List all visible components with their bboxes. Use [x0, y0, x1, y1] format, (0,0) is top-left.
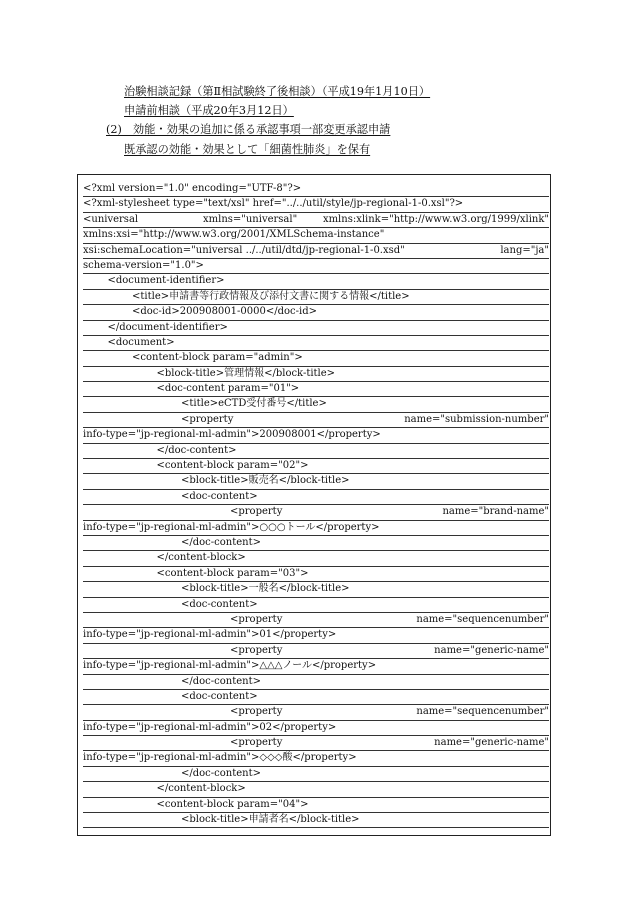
- code-line-text: </doc-content>: [181, 536, 261, 548]
- code-line-text: <property: [230, 706, 283, 718]
- xml-code-listing: [83, 182, 549, 828]
- code-line: [83, 474, 549, 489]
- code-line-text: <content-block param="04">: [156, 798, 309, 810]
- code-line-right-text: name="generic-name": [434, 644, 549, 656]
- code-line-text: <property: [230, 737, 283, 749]
- code-line-right-text: name="sequencenumber": [416, 613, 549, 625]
- code-line: [83, 798, 549, 813]
- code-line: [83, 551, 549, 566]
- code-line: [83, 305, 549, 320]
- code-line: [83, 290, 549, 305]
- code-line-text: <content-block param="admin">: [132, 352, 303, 364]
- code-line-text: <doc-content>: [181, 490, 258, 502]
- code-line: [83, 197, 549, 212]
- pre-application-consultation-line: 申請前相談（平成20年3月12日）: [124, 104, 294, 117]
- code-line-text: <?xml-stylesheet type="text/xsl" href="../../util/style/jp-regional-1-0.xsl"?>: [83, 198, 464, 210]
- code-line: [83, 459, 549, 474]
- code-line: [83, 213, 549, 228]
- code-line-text: <block-title>申請者名</block-title>: [181, 814, 360, 826]
- code-line-text: info-type="jp-regional-ml-admin">○○○トール</property>: [83, 521, 380, 533]
- code-line: [83, 598, 549, 613]
- code-line: [83, 690, 549, 705]
- code-line: [83, 751, 549, 766]
- approved-indication-line: 既承認の効能・効果として「細菌性肺炎」を保有: [124, 143, 371, 156]
- code-line-text: <universal: [83, 213, 139, 225]
- code-line: [83, 659, 549, 674]
- code-line-text: <property: [230, 613, 283, 625]
- code-line: [83, 521, 549, 536]
- code-line-text: <block-title>管理情報</block-title>: [156, 367, 336, 379]
- code-line-text: <property: [230, 506, 283, 518]
- code-line-text: <title>eCTD受付番号</title>: [181, 398, 327, 410]
- code-line: [83, 336, 549, 351]
- code-line-right-text: name="submission-number": [404, 413, 549, 425]
- code-line: [83, 767, 549, 782]
- code-line: [83, 582, 549, 597]
- code-line: [83, 721, 549, 736]
- code-line-right-text: name="generic-name": [434, 737, 549, 749]
- code-line: [83, 182, 549, 197]
- code-line: [83, 321, 549, 336]
- code-line: [83, 444, 549, 459]
- code-line: [83, 367, 549, 382]
- code-line: [83, 628, 549, 643]
- code-line: [83, 274, 549, 289]
- code-line: [83, 782, 549, 797]
- code-line: [83, 428, 549, 443]
- code-line-text: <title>申請書等行政情報及び添付文書に関する情報</title>: [132, 290, 410, 302]
- code-line-text: xmlns:xsi="http://www.w3.org/2001/XMLSchema-instance": [83, 229, 385, 241]
- code-line-text: info-type="jp-regional-ml-admin">02</property>: [83, 721, 337, 733]
- code-line: [83, 490, 549, 505]
- code-line: [83, 351, 549, 366]
- code-line: [83, 675, 549, 690]
- code-line: [83, 736, 549, 751]
- code-line: [83, 244, 549, 259]
- code-line-text: info-type="jp-regional-ml-admin">200908001</property>: [83, 429, 381, 441]
- code-line-right-text: name="brand-name": [442, 506, 549, 518]
- code-line-right-text: name="sequencenumber": [416, 706, 549, 718]
- code-line-text: <block-title>一般名</block-title>: [181, 583, 350, 595]
- code-line: [83, 567, 549, 582]
- code-line-text: info-type="jp-regional-ml-admin">△△△ノール</property>: [83, 660, 377, 672]
- code-line-text: </doc-content>: [156, 444, 237, 456]
- code-line-text: <block-title>販売名</block-title>: [181, 475, 350, 487]
- code-line-text: <property: [230, 644, 283, 656]
- code-line-text: </content-block>: [156, 783, 246, 795]
- section-heading-line: (2) 効能・効果の追加に係る承認事項一部変更承認申請: [106, 123, 391, 136]
- code-line-text: <document-identifier>: [107, 275, 225, 287]
- code-line-right-text: lang="ja": [500, 244, 549, 256]
- code-line-text: <?xml version="1.0" encoding="UTF-8"?>: [83, 183, 302, 194]
- code-line: [83, 613, 549, 628]
- consultation-record-line: 治験相談記録（第Ⅱ相試験終了後相談）（平成19年1月10日）: [124, 85, 431, 98]
- code-line-text: info-type="jp-regional-ml-admin">01</property>: [83, 629, 337, 641]
- code-line: [83, 228, 549, 243]
- code-line: [83, 382, 549, 397]
- code-line-text: <content-block param="03">: [156, 567, 309, 579]
- xml-code-box: [77, 174, 551, 836]
- code-line-text: <doc-id>200908001-0000</doc-id>: [132, 306, 317, 318]
- code-line-text: <doc-content param="01">: [156, 383, 300, 395]
- code-line: [83, 705, 549, 720]
- code-line-text: <doc-content>: [181, 598, 258, 610]
- code-line-text: </document-identifier>: [107, 321, 228, 333]
- code-line: [83, 505, 549, 520]
- code-line: [83, 644, 549, 659]
- code-line-text: <document>: [107, 336, 175, 348]
- code-line: [83, 259, 549, 274]
- code-line: [83, 813, 549, 828]
- code-line-text: <content-block param="02">: [156, 460, 309, 472]
- code-line: [83, 536, 549, 551]
- code-line-text: <property: [181, 413, 234, 425]
- code-line: [83, 413, 549, 428]
- code-line: [83, 397, 549, 412]
- code-line-right-text: xmlns:xlink="http://www.w3.org/1999/xlink": [322, 213, 549, 225]
- code-line-text: <doc-content>: [181, 690, 258, 702]
- code-line-text: </content-block>: [156, 552, 246, 564]
- code-line-text: xsi:schemaLocation="universal ../../util/dtd/jp-regional-1-0.xsd": [83, 244, 405, 256]
- code-line-text: info-type="jp-regional-ml-admin">◇◇◇酸</property>: [83, 752, 357, 764]
- code-line-text: schema-version="1.0">: [83, 259, 204, 271]
- code-line-mid-text: xmlns="universal": [203, 213, 298, 225]
- code-line-text: </doc-content>: [181, 767, 261, 779]
- code-line-text: </doc-content>: [181, 675, 261, 687]
